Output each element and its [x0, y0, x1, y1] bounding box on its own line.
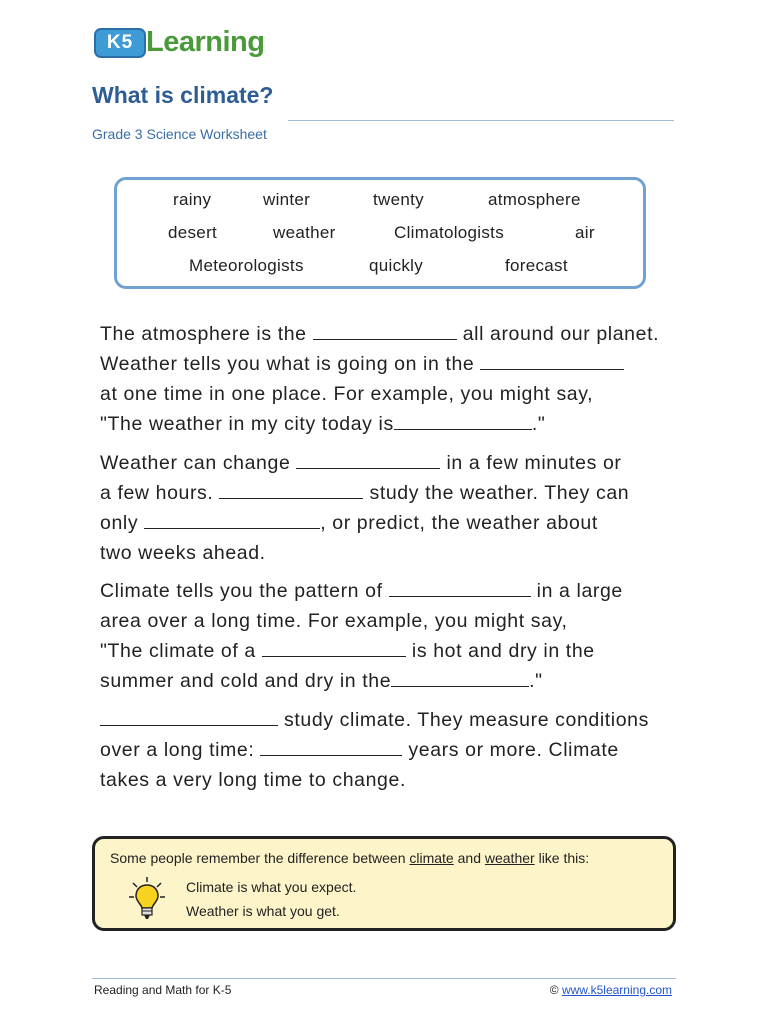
passage-line — [100, 580, 623, 602]
logo-learning-text: Learning — [146, 26, 265, 58]
passage-text: ." — [529, 670, 543, 692]
logo-k5-badge: K5 — [94, 28, 146, 58]
passage-line — [100, 640, 595, 662]
passage-line: at one time in one place. For example, you might say, — [100, 383, 594, 405]
tip-text: Some people remember the difference between — [110, 850, 410, 866]
passage-text: "The climate of a — [100, 640, 256, 662]
passage-text: Weather can change — [100, 452, 291, 474]
tip-text: and — [453, 850, 485, 866]
tip-text: like this: — [534, 850, 590, 866]
word-bank-item: rainy — [173, 190, 212, 209]
passage-text: ." — [531, 413, 546, 435]
answer-blank[interactable] — [391, 670, 529, 687]
passage-line: takes a very long time to change. — [100, 769, 406, 791]
passage-line: area over a long time. For example, you might say, — [100, 610, 568, 632]
word-bank-item: Climatologists — [394, 223, 505, 242]
word-bank-item: atmosphere — [488, 190, 581, 209]
word-bank-item: air — [575, 223, 595, 242]
website-link[interactable]: www.k5learning.com — [561, 983, 672, 997]
answer-blank[interactable] — [144, 512, 320, 529]
passage-line: two weeks ahead. — [100, 542, 266, 564]
footer-copyright — [550, 983, 672, 997]
answer-blank[interactable] — [219, 482, 363, 499]
footer-divider — [92, 978, 676, 979]
page-title: What is climate? — [92, 82, 274, 108]
tip-weather-line: Weather is what you get. — [186, 903, 340, 919]
word-bank-item: forecast — [505, 256, 568, 275]
passage-text: all around our planet. — [462, 323, 660, 345]
passage-text: is hot and dry in the — [411, 640, 595, 662]
passage-line — [100, 413, 545, 435]
passage-text: summer and cold and dry in the — [100, 670, 392, 692]
passage-line — [100, 353, 624, 375]
word-bank — [114, 177, 646, 289]
answer-blank[interactable] — [262, 640, 406, 657]
answer-blank[interactable] — [100, 709, 278, 726]
answer-blank[interactable] — [480, 353, 624, 370]
answer-blank[interactable] — [389, 580, 531, 597]
passage-text: in a few minutes or — [446, 452, 622, 474]
passage-text: study climate. They measure conditions — [284, 709, 649, 731]
passage-line — [100, 452, 622, 474]
passage-text: "The weather in my city today is — [100, 413, 394, 435]
footer-tagline: Reading and Math for K-5 — [94, 983, 232, 997]
tip-box — [92, 836, 676, 931]
tip-climate-line: Climate is what you expect. — [186, 879, 357, 895]
passage-line — [100, 670, 543, 692]
passage-line — [100, 512, 598, 534]
word-bank-item: Meteorologists — [189, 256, 304, 275]
answer-blank[interactable] — [260, 739, 402, 756]
answer-blank[interactable] — [394, 413, 532, 430]
word-bank-item: weather — [273, 223, 336, 242]
k5-learning-logo — [94, 24, 264, 58]
copyright-symbol: © — [549, 983, 559, 997]
word-bank-item: winter — [263, 190, 311, 209]
passage-text: a few hours. — [100, 482, 214, 504]
lightbulb-icon — [127, 875, 167, 921]
tip-word-weather: weather — [484, 850, 535, 866]
passage-text: Weather tells you what is going on in the — [100, 353, 475, 375]
passage-line — [100, 482, 629, 504]
passage-text: Climate tells you the pattern of — [100, 580, 383, 602]
word-bank-item: quickly — [369, 256, 424, 275]
page-subtitle: Grade 3 Science Worksheet — [92, 126, 267, 142]
passage-text: , or predict, the weather about — [320, 512, 598, 534]
word-bank-item: twenty — [373, 190, 424, 209]
answer-blank[interactable] — [296, 452, 440, 469]
word-bank-item: desert — [168, 223, 218, 242]
passage-line — [100, 323, 659, 345]
passage-line — [100, 739, 619, 761]
passage-line — [100, 709, 649, 731]
passage-text: years or more. Climate — [408, 739, 619, 761]
passage-text: in a large — [536, 580, 623, 602]
passage-text: study the weather. They can — [369, 482, 630, 504]
tip-intro — [110, 850, 589, 866]
answer-blank[interactable] — [313, 323, 457, 340]
passage-text: over a long time: — [100, 739, 255, 761]
tip-word-climate: climate — [409, 850, 454, 866]
passage-text: only — [100, 512, 139, 534]
header-divider — [288, 120, 674, 121]
passage-text: The atmosphere is the — [100, 323, 307, 345]
